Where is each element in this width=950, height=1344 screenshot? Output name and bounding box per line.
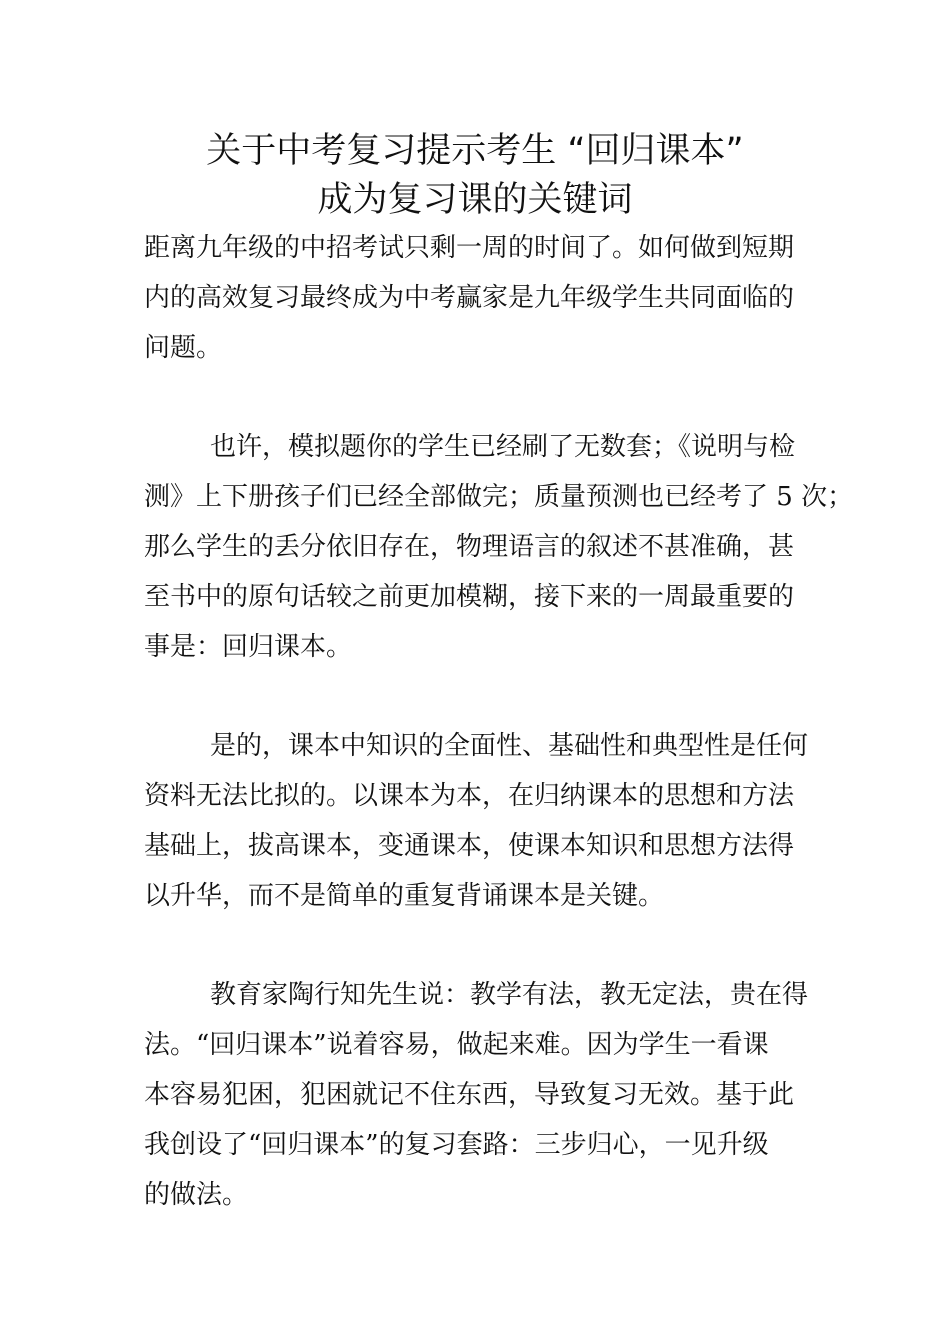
paragraph-line: 我创设了“回归课本”的复习套路：三步归心，一见升级 <box>144 1130 769 1160</box>
document-title-line-2: 成为复习课的关键词 <box>317 180 633 220</box>
paragraph-line: 事是：回归课本。 <box>144 632 353 662</box>
paragraph-line: 问题。 <box>144 333 223 363</box>
paragraph-line: 测》上下册孩子们已经全部做完；质量预测也已经考了 5 次； <box>144 482 854 512</box>
paragraph-line: 也许，模拟题你的学生已经刷了无数套；《说明与检 <box>210 432 796 462</box>
paragraph-line: 的做法。 <box>144 1180 249 1210</box>
paragraph-line: 是的，课本中知识的全面性、基础性和典型性是任何 <box>210 731 809 761</box>
paragraph-line: 本容易犯困，犯困就记不住东西，导致复习无效。基于此 <box>144 1080 795 1110</box>
paragraph-line: 法。“回归课本”说着容易，做起来难。因为学生一看课 <box>144 1030 769 1060</box>
paragraph-line: 内的高效复习最终成为中考赢家是九年级学生共同面临的 <box>144 283 795 313</box>
paragraph-line: 距离九年级的中招考试只剩一周的时间了。如何做到短期 <box>144 233 795 263</box>
paragraph-line: 那么学生的丢分依旧存在，物理语言的叙述不甚准确，甚 <box>144 532 795 562</box>
document-title-line-1: 关于中考复习提示考生 “回归课本” <box>206 131 744 171</box>
paragraph-line: 基础上，拔高课本，变通课本，使课本知识和思想方法得 <box>144 831 795 861</box>
paragraph-line: 资料无法比拟的。以课本为本，在归纳课本的思想和方法 <box>144 781 795 811</box>
paragraph-line: 教育家陶行知先生说：教学有法，教无定法，贵在得 <box>210 980 809 1010</box>
paragraph-line: 以升华，而不是简单的重复背诵课本是关键。 <box>144 881 665 911</box>
paragraph-line: 至书中的原句话较之前更加模糊，接下来的一周最重要的 <box>144 582 795 612</box>
